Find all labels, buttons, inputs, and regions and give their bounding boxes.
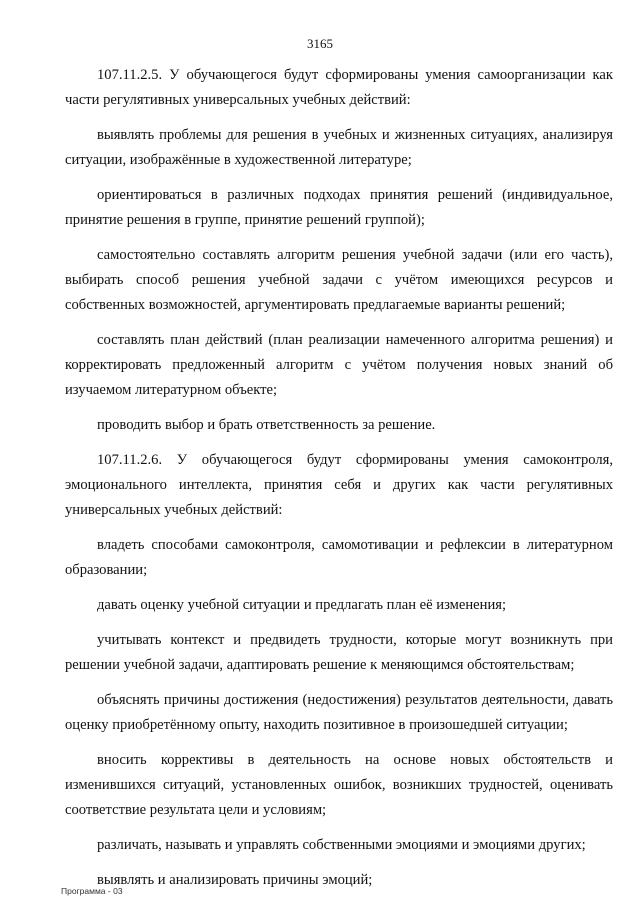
paragraph: вносить коррективы в деятельность на основе новых обстоятельств и изменившихся ситуаций, установленных ошибок, возникших трудностей, оценивать соответствие результата цели и условиям;	[65, 752, 613, 818]
paragraph: проводить выбор и брать ответственность за решение.	[97, 417, 436, 433]
footer-label: Программа - 03	[61, 886, 123, 896]
paragraph: выявлять проблемы для решения в учебных и жизненных ситуациях, анализируя ситуации, изображённые в художественной литературе;	[65, 127, 613, 168]
paragraph: различать, называть и управлять собственными эмоциями и эмоциями других;	[97, 837, 586, 853]
paragraph: 107.11.2.6. У обучающегося будут сформированы умения самоконтроля, эмоционального интеллекта, принятия себя и других как части регулятивных универсальных учебных действий:	[65, 452, 613, 518]
document-body	[65, 63, 613, 903]
paragraph: учитывать контекст и предвидеть трудности, которые могут возникнуть при решении учебной задачи, адаптировать решение к меняющимся обстоятельствам;	[65, 632, 613, 673]
page-number: 3165	[307, 36, 333, 51]
paragraph: давать оценку учебной ситуации и предлагать план её изменения;	[97, 597, 507, 613]
paragraph: 107.11.2.5. У обучающегося будут сформированы умения самоорганизации как части регулятивных универсальных учебных действий:	[65, 67, 613, 108]
paragraph: владеть способами самоконтроля, самомотивации и рефлексии в литературном образовании;	[65, 537, 613, 578]
paragraph: составлять план действий (план реализации намеченного алгоритма решения) и корректировать предложенный алгоритм с учётом получения новых знаний об изучаемом литературном объекте;	[65, 332, 613, 398]
paragraph: самостоятельно составлять алгоритм решения учебной задачи (или его часть), выбирать способ решения учебной задачи с учётом имеющихся ресурсов и собственных возможностей, аргументировать предлагаемые варианты решений;	[65, 247, 613, 313]
paragraph: объяснять причины достижения (недостижения) результатов деятельности, давать оценку приобретённому опыту, находить позитивное в произошедшей ситуации;	[65, 692, 613, 733]
paragraph: выявлять и анализировать причины эмоций;	[97, 872, 373, 888]
paragraph: ориентироваться в различных подходах принятия решений (индивидуальное, принятие решения в группе, принятие решений группой);	[65, 187, 613, 228]
